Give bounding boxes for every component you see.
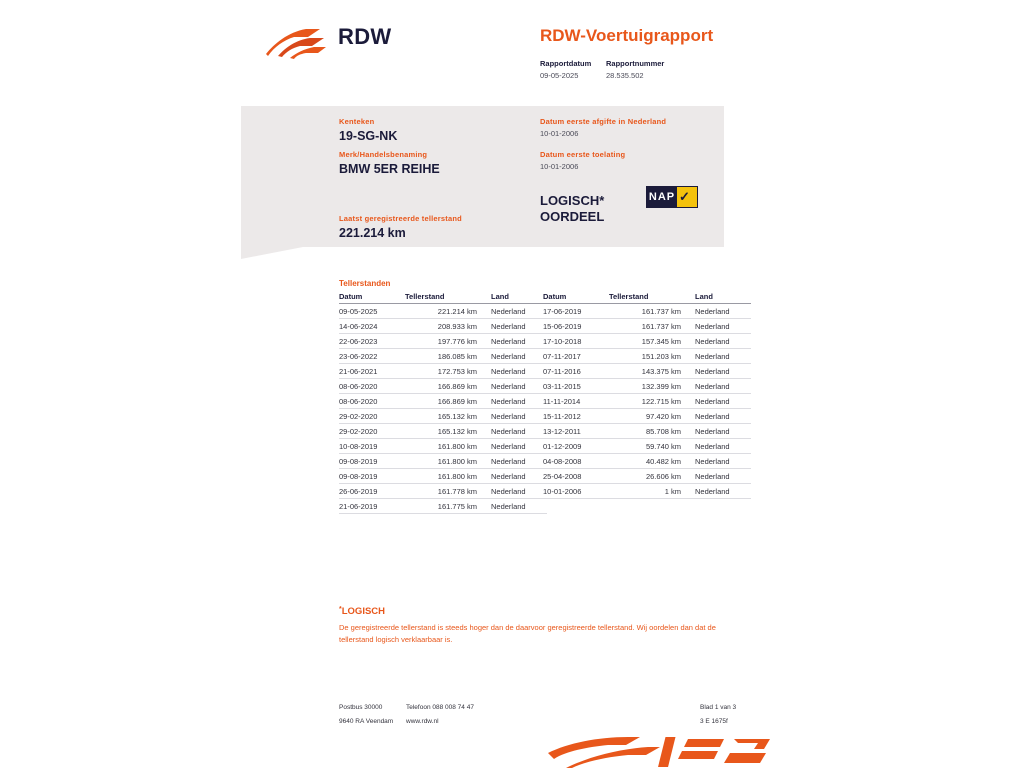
verdict-block [540, 193, 604, 225]
table-row [543, 334, 751, 349]
cell-tellerstand: 208.933 km [405, 319, 491, 334]
col-datum: Datum [543, 292, 609, 304]
brand-title: RDW [338, 24, 392, 49]
merk-label: Merk/Handelsbenaming [339, 150, 428, 159]
rdw-footer-logo [548, 735, 788, 768]
cell-datum: 25-04-2008 [543, 469, 609, 484]
table-row [543, 394, 751, 409]
cell-land: Nederland [491, 469, 547, 484]
col-tellerstand: Tellerstand [405, 292, 491, 304]
footnote-title-text: LOGISCH [341, 606, 386, 617]
cell-land: Nederland [491, 454, 547, 469]
col-datum: Datum [339, 292, 405, 304]
table-row [339, 454, 547, 469]
table-row [339, 409, 547, 424]
laatste-tellerstand-value: 221.214 km [339, 226, 406, 240]
table-row [543, 424, 751, 439]
col-tellerstand: Tellerstand [609, 292, 695, 304]
table-row [543, 304, 751, 319]
cell-land: Nederland [695, 394, 751, 409]
cell-tellerstand: 122.715 km [609, 394, 695, 409]
col-land: Land [695, 292, 751, 304]
tellerstanden-table-left [339, 292, 547, 514]
verdict-line-1: LOGISCH* [540, 193, 605, 208]
cell-tellerstand: 166.869 km [405, 379, 491, 394]
cell-tellerstand: 172.753 km [405, 364, 491, 379]
cell-datum: 07-11-2016 [543, 364, 609, 379]
cell-datum: 11-11-2014 [543, 394, 609, 409]
table-row [543, 409, 751, 424]
cell-land: Nederland [491, 304, 547, 319]
cell-tellerstand: 165.132 km [405, 409, 491, 424]
laatste-tellerstand-label: Laatst geregistreerde tellerstand [339, 214, 462, 223]
footer-address-line1: Postbus 30000 [339, 704, 383, 711]
cell-land: Nederland [695, 334, 751, 349]
cell-land: Nederland [695, 484, 751, 499]
nap-badge [646, 186, 698, 208]
cell-datum: 15-11-2012 [543, 409, 609, 424]
footnote-body: De geregistreerde tellerstand is steeds hoger dan de daarvoor geregistreerde tellerstand. Wij oordelen dan dat de tellerstand logisch verklaarbaar is. [339, 623, 716, 644]
nap-badge-label: NAP [647, 187, 677, 207]
rdw-arrow-logo [264, 26, 328, 60]
cell-datum: 01-12-2009 [543, 439, 609, 454]
eerste-afgifte-label: Datum eerste afgifte in Nederland [540, 117, 667, 126]
cell-datum: 15-06-2019 [543, 319, 609, 334]
col-land: Land [491, 292, 547, 304]
report-number-label: Rapportnummer [606, 59, 665, 68]
report-date-value: 09-05-2025 [540, 71, 579, 80]
cell-datum: 14-06-2024 [339, 319, 405, 334]
cell-tellerstand: 161.737 km [609, 319, 695, 334]
cell-land: Nederland [491, 409, 547, 424]
cell-datum: 09-08-2019 [339, 469, 405, 484]
cell-tellerstand: 143.375 km [609, 364, 695, 379]
table-row [339, 319, 547, 334]
footer-address-line2: 9640 RA Veendam [339, 718, 394, 725]
cell-land: Nederland [491, 439, 547, 454]
table-row [339, 379, 547, 394]
cell-datum: 22-06-2023 [339, 334, 405, 349]
cell-tellerstand: 165.132 km [405, 424, 491, 439]
report-date-label: Rapportdatum [540, 59, 592, 68]
cell-land: Nederland [491, 484, 547, 499]
cell-land: Nederland [695, 364, 751, 379]
table-row [543, 379, 751, 394]
cell-land: Nederland [491, 319, 547, 334]
cell-datum: 26-06-2019 [339, 484, 405, 499]
footer-page-number: Blad 1 van 3 [700, 704, 737, 711]
cell-land: Nederland [695, 439, 751, 454]
cell-tellerstand: 157.345 km [609, 334, 695, 349]
cell-land: Nederland [695, 379, 751, 394]
eerste-toelating-label: Datum eerste toelating [540, 150, 626, 159]
cell-tellerstand: 85.708 km [609, 424, 695, 439]
table-row [543, 364, 751, 379]
report-number-value: 28.535.502 [606, 71, 644, 80]
cell-datum: 13-12-2011 [543, 424, 609, 439]
cell-tellerstand: 59.740 km [609, 439, 695, 454]
cell-tellerstand: 161.800 km [405, 439, 491, 454]
eerste-toelating-value: 10-01-2006 [540, 162, 579, 171]
cell-land: Nederland [695, 424, 751, 439]
cell-land: Nederland [491, 349, 547, 364]
cell-tellerstand: 1 km [609, 484, 695, 499]
cell-tellerstand: 151.203 km [609, 349, 695, 364]
cell-tellerstand: 161.800 km [405, 454, 491, 469]
cell-tellerstand: 166.869 km [405, 394, 491, 409]
cell-tellerstand: 161.775 km [405, 499, 491, 514]
table-header-row [339, 292, 547, 304]
kenteken-value: 19-SG-NK [339, 129, 398, 143]
cell-land: Nederland [695, 349, 751, 364]
cell-tellerstand: 40.482 km [609, 454, 695, 469]
footer-code: 3 E 1675f [700, 718, 728, 725]
verdict-line-2: OORDEEL [540, 209, 605, 224]
vehicle-info-panel [241, 106, 724, 247]
cell-datum: 09-08-2019 [339, 454, 405, 469]
cell-datum: 10-08-2019 [339, 439, 405, 454]
table-row [339, 499, 547, 514]
cell-datum: 04-08-2008 [543, 454, 609, 469]
table-row [543, 439, 751, 454]
table-row [543, 469, 751, 484]
table-row [339, 394, 547, 409]
table-row [543, 349, 751, 364]
table-row [339, 334, 547, 349]
cell-land: Nederland [491, 499, 547, 514]
cell-datum: 08-06-2020 [339, 379, 405, 394]
cell-tellerstand: 197.776 km [405, 334, 491, 349]
table-body-left [339, 304, 547, 514]
cell-datum: 09-05-2025 [339, 304, 405, 319]
panel-notch [241, 247, 303, 259]
table-row [543, 484, 751, 499]
cell-land: Nederland [695, 319, 751, 334]
cell-datum: 21-06-2021 [339, 364, 405, 379]
table-row [543, 454, 751, 469]
tellerstanden-title: Tellerstanden [339, 279, 391, 288]
cell-tellerstand: 161.800 km [405, 469, 491, 484]
cell-tellerstand: 186.085 km [405, 349, 491, 364]
kenteken-label: Kenteken [339, 117, 375, 126]
check-icon: ✓ [679, 189, 690, 204]
report-title: RDW-Voertuigrapport [540, 26, 714, 45]
cell-datum: 17-06-2019 [543, 304, 609, 319]
cell-land: Nederland [695, 469, 751, 484]
table-row [543, 319, 751, 334]
footnote-title [339, 606, 385, 617]
cell-tellerstand: 221.214 km [405, 304, 491, 319]
table-row [339, 424, 547, 439]
cell-tellerstand: 161.737 km [609, 304, 695, 319]
cell-tellerstand: 132.399 km [609, 379, 695, 394]
merk-value: BMW 5ER REIHE [339, 162, 440, 176]
cell-tellerstand: 97.420 km [609, 409, 695, 424]
cell-datum: 17-10-2018 [543, 334, 609, 349]
cell-tellerstand: 26.606 km [609, 469, 695, 484]
eerste-afgifte-value: 10-01-2006 [540, 129, 579, 138]
table-row [339, 484, 547, 499]
table-row [339, 469, 547, 484]
table-row [339, 364, 547, 379]
table-row [339, 439, 547, 454]
cell-datum: 10-01-2006 [543, 484, 609, 499]
cell-land: Nederland [695, 454, 751, 469]
cell-datum: 21-06-2019 [339, 499, 405, 514]
cell-tellerstand: 161.778 km [405, 484, 491, 499]
table-row [339, 304, 547, 319]
cell-land: Nederland [491, 379, 547, 394]
cell-datum: 29-02-2020 [339, 424, 405, 439]
footer-phone: Telefoon 088 008 74 47 [406, 704, 474, 711]
cell-datum: 08-06-2020 [339, 394, 405, 409]
table-row [339, 349, 547, 364]
cell-land: Nederland [491, 394, 547, 409]
cell-land: Nederland [491, 424, 547, 439]
cell-datum: 03-11-2015 [543, 379, 609, 394]
cell-datum: 23-06-2022 [339, 349, 405, 364]
cell-datum: 07-11-2017 [543, 349, 609, 364]
cell-land: Nederland [695, 304, 751, 319]
footer-website[interactable]: www.rdw.nl [406, 718, 439, 725]
tellerstanden-table-right [543, 292, 751, 499]
asterisk-icon: * [339, 606, 342, 613]
cell-land: Nederland [695, 409, 751, 424]
cell-land: Nederland [491, 364, 547, 379]
table-header-row [543, 292, 751, 304]
cell-land: Nederland [491, 334, 547, 349]
table-body-right [543, 304, 751, 499]
cell-datum: 29-02-2020 [339, 409, 405, 424]
